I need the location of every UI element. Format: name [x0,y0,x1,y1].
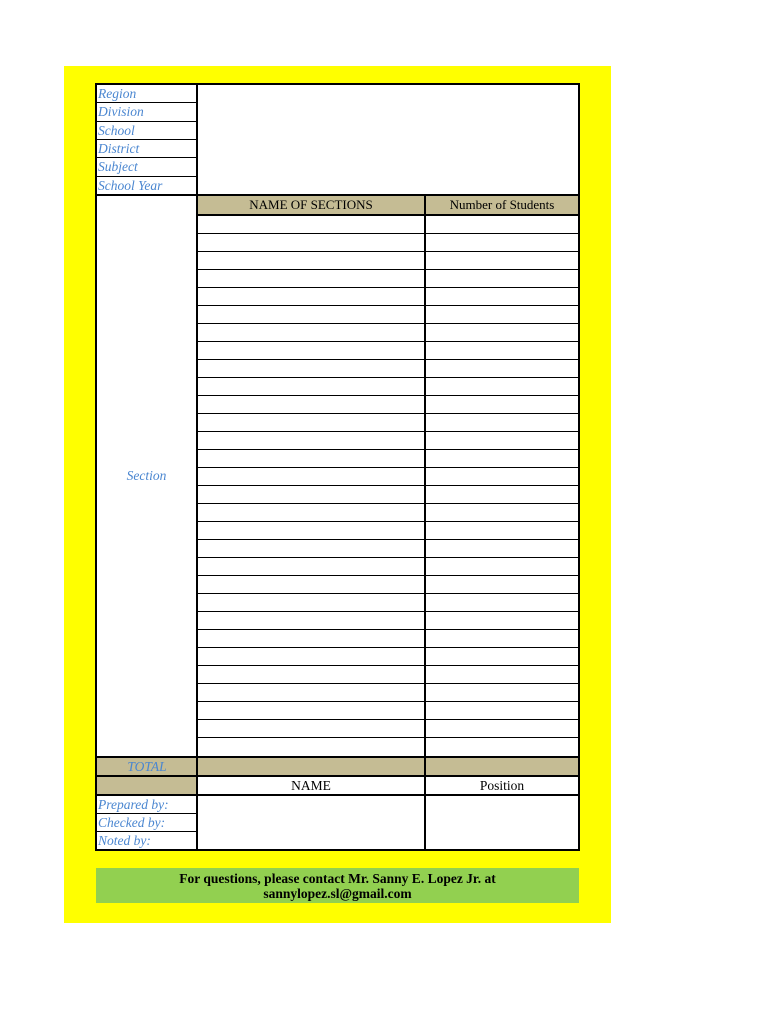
table-row [198,216,578,234]
contact-line-1: For questions, please contact Mr. Sanny E. Lopez Jr. at [179,871,496,886]
section-name-cell[interactable] [198,630,426,647]
section-label: Section [97,196,198,756]
table-row [198,630,578,648]
checked-by-label: Checked by: [97,814,196,832]
section-name-cell[interactable] [198,684,426,701]
section-name-cell[interactable] [198,288,426,305]
student-count-cell[interactable] [426,342,578,359]
section-name-cell[interactable] [198,738,426,756]
table-row [198,684,578,702]
signatory-block [97,796,578,849]
signatory-labels [97,796,198,849]
table-row [198,738,578,756]
table-row [198,378,578,396]
table-row [198,342,578,360]
table-row [198,612,578,630]
student-count-cell[interactable] [426,504,578,521]
student-count-cell[interactable] [426,702,578,719]
section-name-cell[interactable] [198,396,426,413]
student-count-cell[interactable] [426,720,578,737]
school-label: School [97,122,196,140]
school-info-block [97,85,578,196]
total-sections-cell[interactable] [198,758,426,775]
student-count-cell[interactable] [426,594,578,611]
signatory-header-row [97,777,578,796]
school-info-labels [97,85,198,194]
section-name-cell[interactable] [198,216,426,233]
noted-by-label: Noted by: [98,833,151,848]
table-row [198,702,578,720]
section-name-cell[interactable] [198,486,426,503]
section-name-cell[interactable] [198,324,426,341]
student-count-cell[interactable] [426,738,578,756]
table-row [198,486,578,504]
table-row [198,432,578,450]
student-count-cell[interactable] [426,558,578,575]
student-count-cell[interactable] [426,378,578,395]
table-row [198,576,578,594]
region-label: Region [97,85,196,103]
table-row [198,414,578,432]
section-name-cell[interactable] [198,648,426,665]
student-count-cell[interactable] [426,666,578,683]
section-name-cell[interactable] [198,252,426,269]
student-count-cell[interactable] [426,522,578,539]
sections-header-row [198,196,578,216]
student-count-cell[interactable] [426,540,578,557]
total-row [97,756,578,777]
student-count-cell[interactable] [426,576,578,593]
table-row [198,666,578,684]
section-name-cell[interactable] [198,342,426,359]
table-row [198,360,578,378]
contact-email: sannylopez.sl@gmail.com [263,886,412,901]
student-count-cell[interactable] [426,612,578,629]
student-count-cell[interactable] [426,288,578,305]
table-row [198,540,578,558]
name-of-sections-header: NAME OF SECTIONS [198,196,426,214]
signatory-header-blank [97,777,198,794]
number-of-students-header: Number of Students [449,197,555,212]
table-row [198,270,578,288]
student-count-cell[interactable] [426,630,578,647]
section-name-cell[interactable] [198,306,426,323]
section-name-cell[interactable] [198,234,426,251]
student-count-cell[interactable] [426,396,578,413]
table-row [198,504,578,522]
section-name-cell[interactable] [198,702,426,719]
section-name-cell[interactable] [198,450,426,467]
student-count-cell[interactable] [426,432,578,449]
sections-grid [198,196,578,756]
table-row [198,558,578,576]
section-name-cell[interactable] [198,378,426,395]
section-name-cell[interactable] [198,666,426,683]
student-count-cell[interactable] [426,234,578,251]
signatory-name-cell[interactable] [198,796,426,849]
student-count-cell[interactable] [426,270,578,287]
student-count-cell[interactable] [426,648,578,665]
student-count-cell[interactable] [426,486,578,503]
table-row [198,396,578,414]
section-name-cell[interactable] [198,594,426,611]
table-row [198,522,578,540]
table-row [198,324,578,342]
table-row [198,252,578,270]
enrollment-form-table [95,83,580,851]
section-name-cell[interactable] [198,414,426,431]
student-count-cell[interactable] [426,414,578,431]
section-name-cell[interactable] [198,540,426,557]
position-header: Position [479,778,525,793]
student-count-cell[interactable] [426,306,578,323]
school-year-label: School Year [98,177,163,193]
student-count-cell[interactable] [426,216,578,233]
school-info-value-cell[interactable] [198,85,578,194]
table-row [198,720,578,738]
section-name-cell[interactable] [198,432,426,449]
section-name-cell[interactable] [198,576,426,593]
student-count-cell[interactable] [426,450,578,467]
section-name-cell[interactable] [198,558,426,575]
division-label: Division [97,103,196,121]
student-count-cell[interactable] [426,468,578,485]
table-row [198,594,578,612]
signatory-position-cell[interactable] [426,796,578,849]
table-row [198,306,578,324]
section-name-cell[interactable] [198,504,426,521]
table-row [198,288,578,306]
student-count-cell[interactable] [426,360,578,377]
table-row [198,234,578,252]
sections-block [97,196,578,756]
section-name-cell[interactable] [198,720,426,737]
section-name-cell[interactable] [198,522,426,539]
student-count-cell[interactable] [426,684,578,701]
contact-banner [96,868,579,903]
total-students-cell[interactable] [426,758,578,775]
student-count-cell[interactable] [426,324,578,341]
table-row [198,648,578,666]
section-name-cell[interactable] [198,270,426,287]
section-name-cell[interactable] [198,612,426,629]
section-name-cell[interactable] [198,468,426,485]
student-count-cell[interactable] [426,252,578,269]
section-name-cell[interactable] [198,360,426,377]
name-header: NAME [198,777,426,794]
table-row [198,468,578,486]
district-label: District [97,140,196,158]
table-row [198,450,578,468]
subject-label: Subject [97,158,196,176]
total-label: TOTAL [97,758,198,775]
sections-rows [198,216,578,756]
form-sheet [64,66,611,923]
prepared-by-label: Prepared by: [97,796,196,814]
